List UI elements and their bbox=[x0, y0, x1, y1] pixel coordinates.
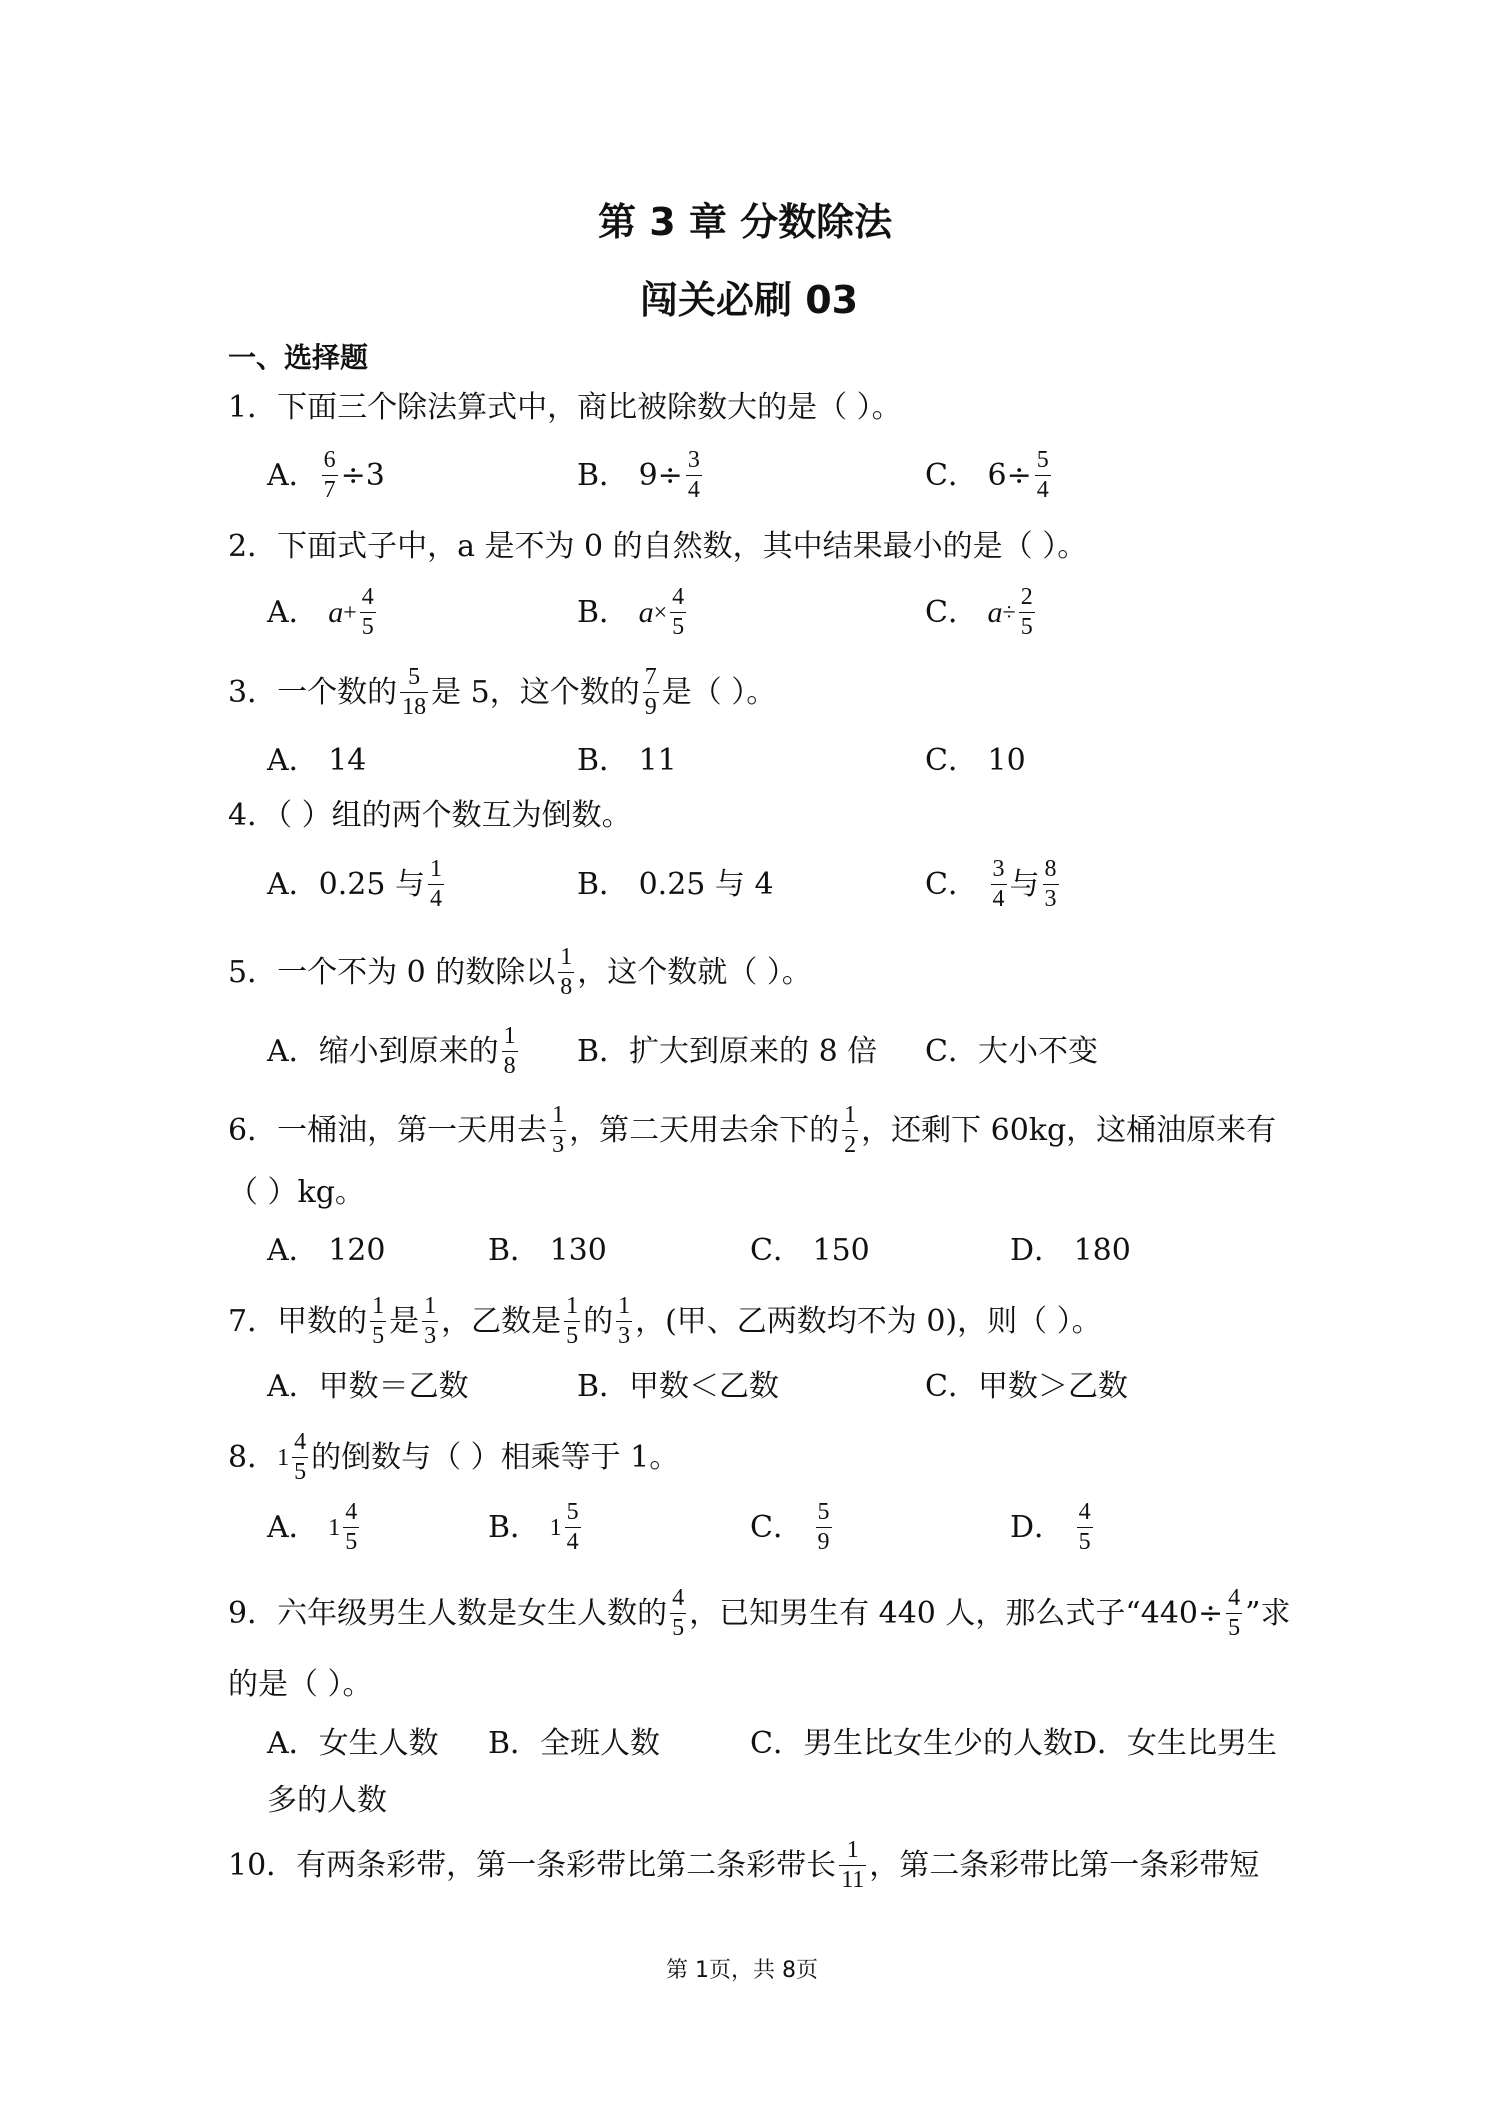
q9-option-c: C．男生比女生少的人数D．女生比男生 bbox=[750, 1726, 1278, 1761]
q5-option-c: C．大小不变 bbox=[925, 1034, 1098, 1069]
question-6-stem: 6．一桶油，第一天用去 $\frac{1}{3}$ ，第二天用去余下的 $\frac{1}{2}$ ，还剩下 60kg，这桶油原来有 bbox=[228, 1102, 1277, 1159]
q4-option-a: A．0.25 与 $\frac{1}{4}$ bbox=[267, 856, 442, 913]
fraction: $\frac{1}{5}$ bbox=[566, 1293, 579, 1350]
question-6-line2: （ ）kg。 bbox=[228, 1175, 365, 1210]
q9-option-a: A．女生人数 bbox=[267, 1726, 439, 1761]
q7-option-c: C．甲数＞乙数 bbox=[925, 1369, 1128, 1404]
fraction: $\frac{4}{5}$ bbox=[345, 1499, 358, 1556]
q3-option-c: C． 10 bbox=[925, 743, 1026, 778]
q7-option-a: A．甲数＝乙数 bbox=[267, 1369, 469, 1404]
fraction: $\frac{4}{5}$ bbox=[672, 1585, 685, 1642]
q8-option-a: A． 1 $\frac{4}{5}$ bbox=[267, 1499, 358, 1556]
q6-option-c: C． 150 bbox=[750, 1233, 870, 1268]
q8-option-b: B． 1 $\frac{5}{4}$ bbox=[488, 1499, 579, 1556]
q2-option-a: A． a + $\frac{4}{5}$ bbox=[267, 584, 374, 641]
fraction: $\frac{1}{4}$ bbox=[430, 856, 442, 913]
fraction: $\frac{1}{5}$ bbox=[372, 1293, 385, 1350]
q8-option-c: C． $\frac{5}{9}$ bbox=[750, 1499, 830, 1556]
question-5-stem: 5．一个不为 0 的数除以 $\frac{1}{8}$ ，这个数就（ ）。 bbox=[228, 944, 812, 1001]
question-4-stem: 4．（ ）组的两个数互为倒数。 bbox=[228, 798, 632, 833]
q1-option-c: C． 6÷ $\frac{5}{4}$ bbox=[925, 447, 1049, 504]
question-8-stem: 8． 1 $\frac{4}{5}$ 的倒数与（ ）相乘等于 1。 bbox=[228, 1429, 680, 1486]
q1-option-b: B． 9÷ $\frac{3}{4}$ bbox=[577, 447, 700, 504]
fraction: $\frac{5}{4}$ bbox=[566, 1499, 579, 1556]
q6-option-b: B． 130 bbox=[488, 1233, 607, 1268]
fraction: $\frac{5}{9}$ bbox=[817, 1499, 830, 1556]
fraction: $\frac{4}{5}$ bbox=[1078, 1499, 1091, 1556]
fraction: $\frac{6}{7}$ bbox=[323, 447, 336, 504]
q7-option-b: B．甲数＜乙数 bbox=[577, 1369, 780, 1404]
fraction: $\frac{4}{5}$ bbox=[294, 1429, 307, 1486]
q4-option-b: B． 0.25 与 4 bbox=[577, 867, 774, 902]
fraction: $\frac{5}{4}$ bbox=[1036, 447, 1049, 504]
fraction: $\frac{1}{3}$ bbox=[618, 1293, 631, 1350]
question-9-line2: 的是（ ）。 bbox=[228, 1667, 373, 1702]
page-subtitle: 闯关必刷 03 bbox=[640, 278, 859, 322]
fraction: $\frac{1}{8}$ bbox=[560, 944, 573, 1001]
fraction: $\frac{4}{5}$ bbox=[361, 584, 374, 641]
fraction: $\frac{3}{4}$ bbox=[687, 447, 700, 504]
q9-option-c-continued: 多的人数 bbox=[267, 1783, 387, 1818]
q1-option-a: A． $\frac{6}{7}$ ÷3 bbox=[267, 447, 385, 504]
q3-option-a: A． 14 bbox=[267, 743, 367, 778]
fraction: $\frac{5}{18}$ bbox=[402, 664, 427, 721]
section-heading: 一、选择题 bbox=[228, 341, 369, 374]
question-10-stem: 10．有两条彩带，第一条彩带比第二条彩带长 $\frac{1}{11}$ ，第二条彩带比第一条彩带短 bbox=[228, 1837, 1260, 1894]
q6-option-d: D． 180 bbox=[1010, 1233, 1131, 1268]
fraction: $\frac{1}{2}$ bbox=[844, 1102, 857, 1159]
page-footer: 第 1页，共 8页 bbox=[666, 1958, 818, 1983]
q8-option-d: D． $\frac{4}{5}$ bbox=[1010, 1499, 1091, 1556]
page-title: 第 3 章 分数除法 bbox=[598, 200, 893, 244]
q6-option-a: A． 120 bbox=[267, 1233, 386, 1268]
q5-option-a: A．缩小到原来的 $\frac{1}{8}$ bbox=[267, 1023, 516, 1080]
q5-option-b: B．扩大到原来的 8 倍 bbox=[577, 1034, 878, 1069]
q2-option-b: B． a × $\frac{4}{5}$ bbox=[577, 584, 685, 641]
fraction: $\frac{7}{9}$ bbox=[644, 664, 657, 721]
fraction: $\frac{8}{3}$ bbox=[1044, 856, 1057, 913]
fraction: $\frac{4}{5}$ bbox=[672, 584, 685, 641]
fraction: $\frac{1}{3}$ bbox=[552, 1102, 565, 1159]
question-3-stem: 3．一个数的 $\frac{5}{18}$ 是 5，这个数的 $\frac{7}{9}$ 是（ ）。 bbox=[228, 664, 777, 721]
q4-option-c: C． $\frac{3}{4}$ 与 $\frac{8}{3}$ bbox=[925, 856, 1057, 913]
fraction: $\frac{1}{3}$ bbox=[424, 1293, 437, 1350]
fraction: $\frac{4}{5}$ bbox=[1228, 1585, 1241, 1642]
q2-option-c: C． a ÷ $\frac{2}{5}$ bbox=[925, 584, 1033, 641]
fraction: $\frac{1}{11}$ bbox=[841, 1837, 865, 1894]
fraction: $\frac{2}{5}$ bbox=[1020, 584, 1033, 641]
question-9-stem: 9．六年级男生人数是女生人数的 $\frac{4}{5}$ ，已知男生有 440 人，那么式子“440÷ $\frac{4}{5}$ ”求 bbox=[228, 1585, 1291, 1642]
question-7-stem: 7．甲数的 $\frac{1}{5}$ 是 $\frac{1}{3}$ ，乙数是 $\frac{1}{5}$ 的 $\frac{1}{3}$ ，(甲、乙两数均不为 0)，则（ ）。 bbox=[228, 1293, 1102, 1350]
fraction: $\frac{1}{8}$ bbox=[503, 1023, 516, 1080]
q9-option-b: B．全班人数 bbox=[488, 1726, 661, 1761]
question-1-stem: 1．下面三个除法算式中，商比被除数大的是（ ）。 bbox=[228, 390, 902, 425]
fraction: $\frac{3}{4}$ bbox=[992, 856, 1005, 913]
question-2-stem: 2．下面式子中，a 是不为 0 的自然数，其中结果最小的是（ ）。 bbox=[228, 529, 1088, 564]
q3-option-b: B． 11 bbox=[577, 743, 677, 778]
